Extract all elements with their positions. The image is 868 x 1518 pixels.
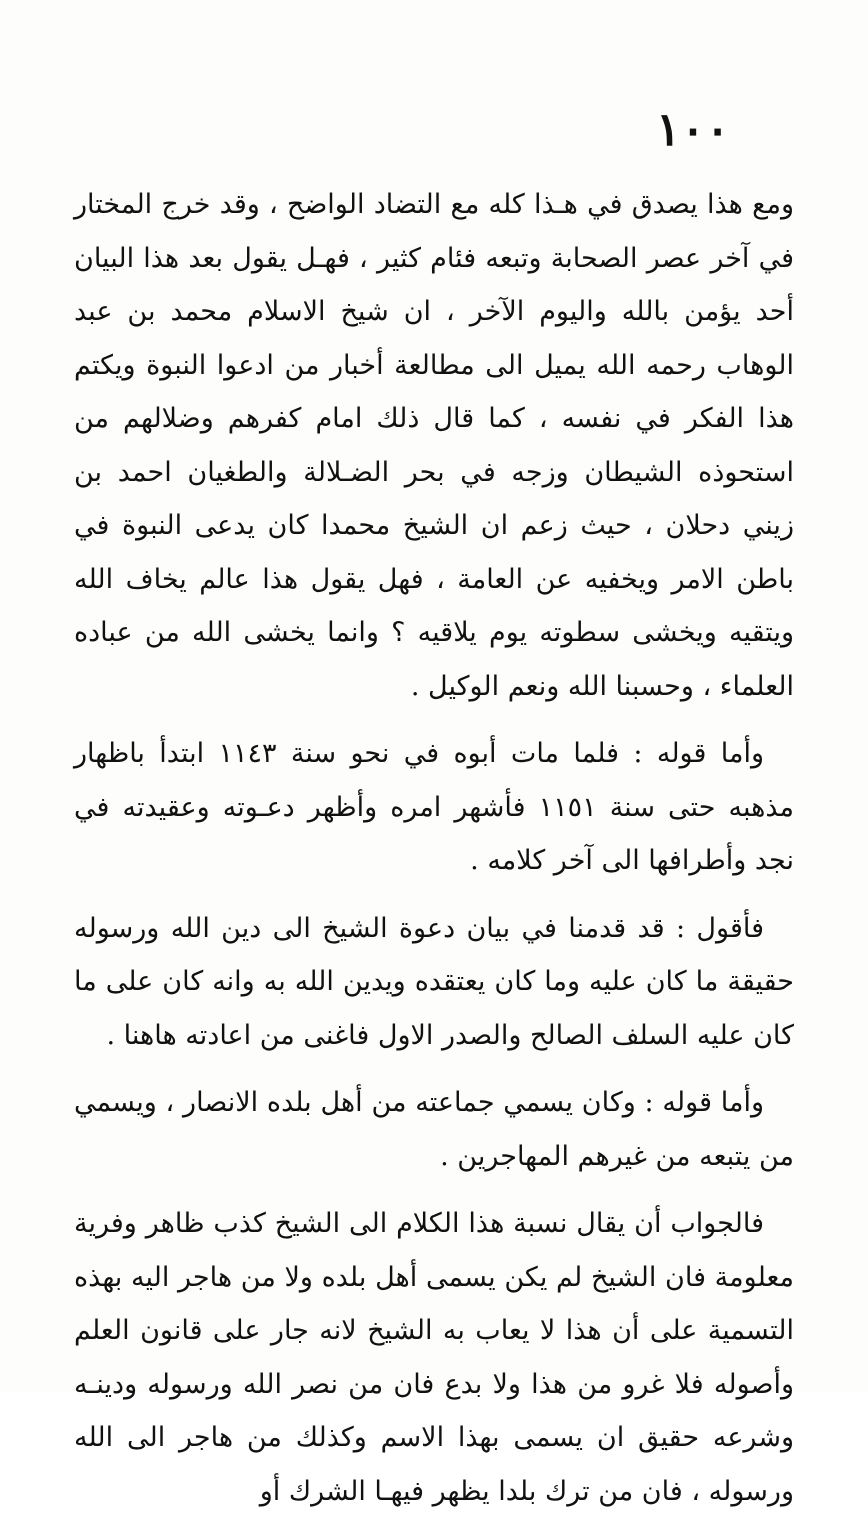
paragraph-4: وأما قوله : وكان يسمي جماعته من أهل بلده الانصار ، ويسمي من يتبعه من غيرهم المهاجرين .: [74, 1087, 794, 1172]
paragraph-1: ومع هذا يصدق في هـذا كله مع التضاد الواضح ، وقد خرج المختار في آخر عصر الصحابة وتبعه فئام كثير ، فهـل يقول بعد هذا البيان أحد يؤمن بالله واليوم الآخر ، ان شيخ الاسلام محمد بن عبد الوهاب رحمه الله يميل الى مطالعة أخبار من ادعوا النبوة ويكتم هذا الفكر في نفسه ، كما قال ذلك امام كفرهم وضلالهم من استحوذه الشيطان وزجه في بحر الضـلالة والطغيان احمد بن زيني دحلان ، حيث زعم ان الشيخ محمدا كان يدعى النبوة في باطن الامر ويخفيه عن العامة ، فهل يقول هذا عالم يخاف الله ويتقيه ويخشى سطوته يوم يلاقيه ؟ وانما يخشى الله من عباده العلماء ، وحسبنا الله ونعم الوكيل .: [74, 189, 794, 702]
paragraph-3: فأقول : قد قدمنا في بيان دعوة الشيخ الى دين الله ورسوله حقيقة ما كان عليه وما كان يعتقده ويدين الله به وانه كان على ما كان عليه السلف الصالح والصدر الاول فاغنى من اعادته هاهنا .: [74, 912, 794, 1051]
paragraph-2: وأما قوله : فلما مات أبوه في نحو سنة ١١٤٣ ابتدأ باظهار مذهبه حتى سنة ١١٥١ فأشهر امره وأظهر دعـوته وعقيدته في نجد وأطرافها الى آخر كلامه .: [74, 738, 794, 876]
paragraph-5: فالجواب أن يقال نسبة هذا الكلام الى الشيخ كذب ظاهر وفرية معلومة فان الشيخ لم يكن يسمى أهل بلده ولا من هاجر اليه بهذه التسمية على أن هذا لا يعاب به الشيخ لانه جار على قانون العلم وأصوله فلا غرو من هذا ولا بدع فان من نصر الله ورسوله ودينـه وشرعه حقيق ان يسمى بهذا الاسم وكذلك من هاجر الى الله ورسوله ، فان من ترك بلدا يظهر فيهـا الشرك أو: [74, 1208, 794, 1507]
page-number: ١٠٠: [655, 102, 730, 156]
body-text: [74, 178, 794, 1518]
